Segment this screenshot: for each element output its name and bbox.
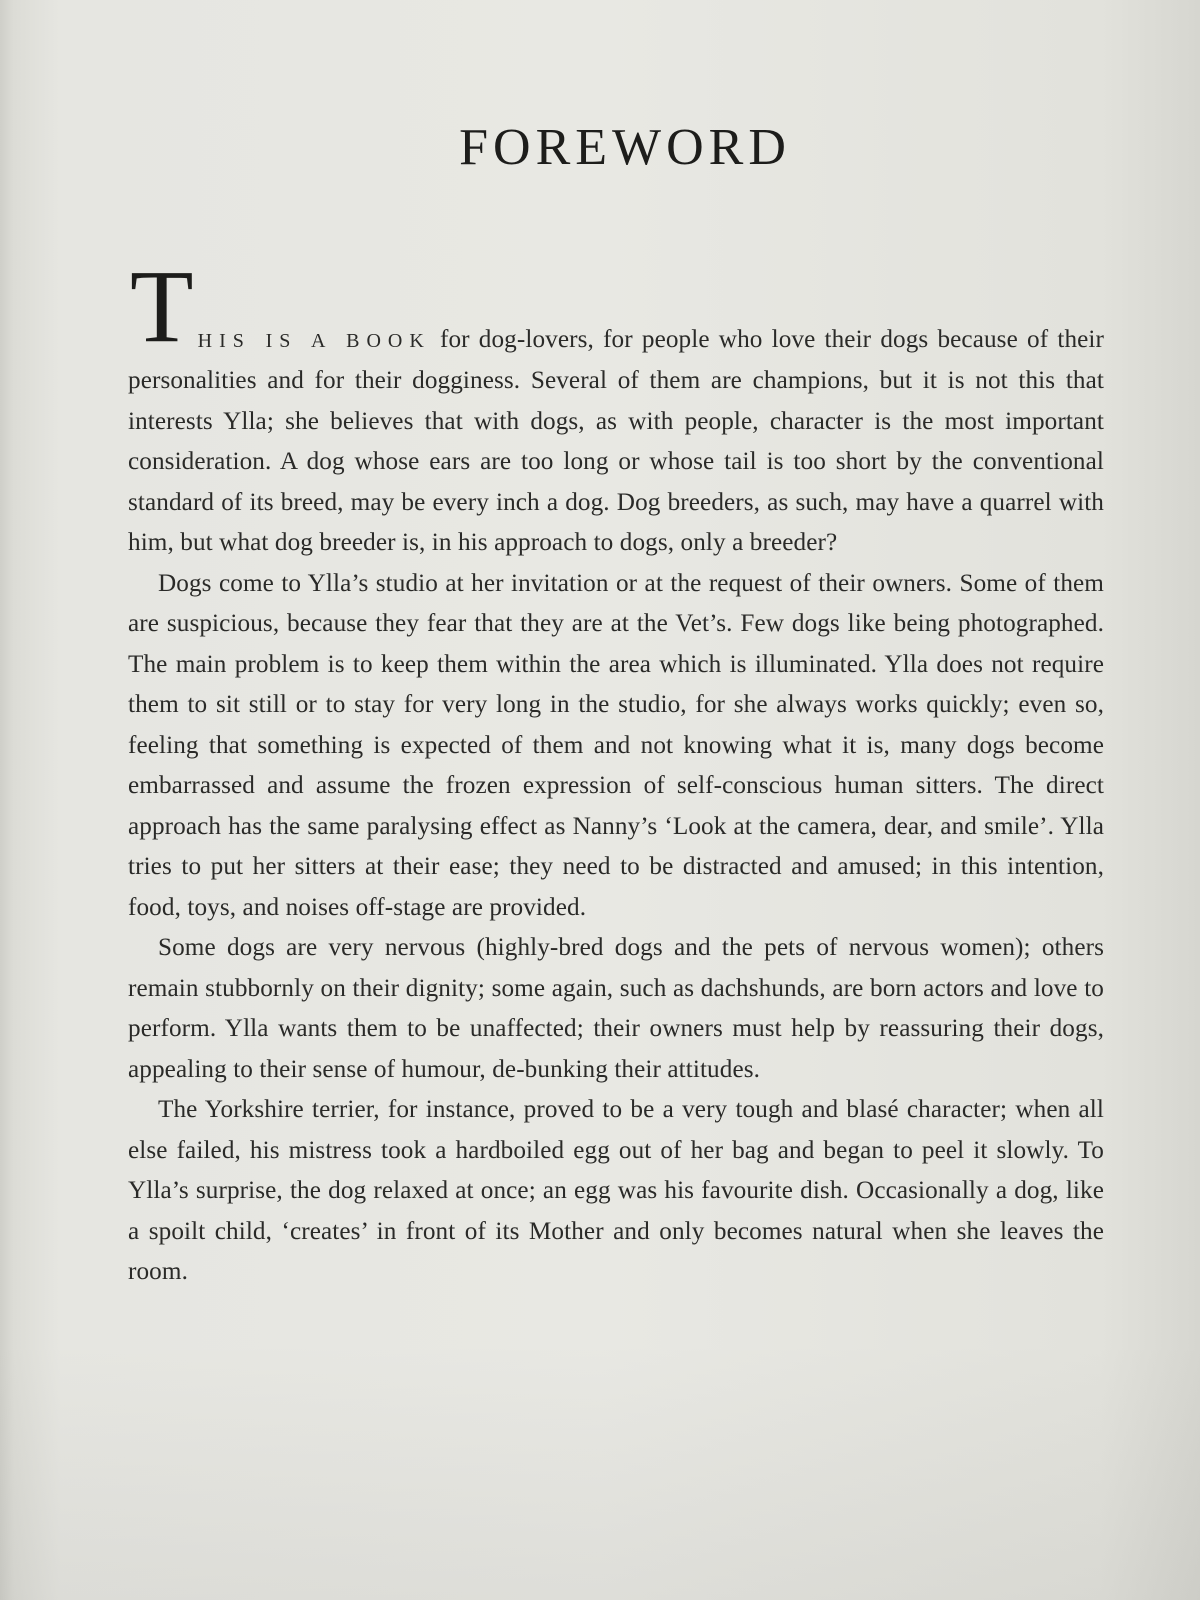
drop-cap: T <box>130 249 194 364</box>
page-shadow <box>0 1340 1200 1600</box>
lead-in-small-caps: HIS IS A BOOK <box>197 329 431 352</box>
paragraph-4: The Yorkshire terrier, for instance, proved to be a very tough and blasé character; when all else failed, his mistress took a hardboiled egg out of her bag and began to peel it slowly. To Ylla’s surprise, the dog relaxed at once; an egg was his favourite dish. Occasionally a dog, like a spoilt child, ‘creates’ in front of its Mother and only becomes natural when she leaves the room. <box>128 1096 1104 1285</box>
paragraph-1-text: for dog-lovers, for people who love their dogs because of their personalities and for their dogginess. Several of them are champions, but it is not this that interests Ylla; she believes that with dogs, as with people, character is the most important consideration. A dog whose ears are too long or whose tail is too short by the conventional standard of its breed, may be every inch a dog. Dog breeders, as such, may have a quarrel with him, but what dog breeder is, in his approach to dogs, only a breeder? <box>128 325 1105 556</box>
foreword-text <box>128 249 1105 1293</box>
paragraph-3: Some dogs are very nervous (highly-bred dogs and the pets of nervous women); others remain stubbornly on their dignity; some again, such as dachshunds, are born actors and love to perform. Ylla wants them to be unaffected; their owners must help by reassuring their dogs, appealing to their sense of humour, de-bunking their attitudes. <box>128 934 1104 1083</box>
paragraph-1 <box>128 249 1105 564</box>
paragraph-2: Dogs come to Ylla’s studio at her invitation or at the request of their owners. Some of them are suspicious, because they fear that they are at the Vet’s. Few dogs like being photographed. The main problem is to keep them within the area which is illuminated. Ylla does not require them to sit still or to stay for very long in the studio, for she always works quickly; even so, feeling that something is expected of them and not knowing what it is, many dogs become embarrassed and assume the frozen expression of self-conscious human sitters. The direct approach has the same paralysing effect as Nanny’s ‘Look at the camera, dear, and smile’. Ylla tries to put her sitters at their ease; they need to be distracted and amused; in this intention, food, toys, and noises off-stage are provided. <box>128 569 1104 921</box>
page-title: FOREWORD <box>459 119 791 176</box>
